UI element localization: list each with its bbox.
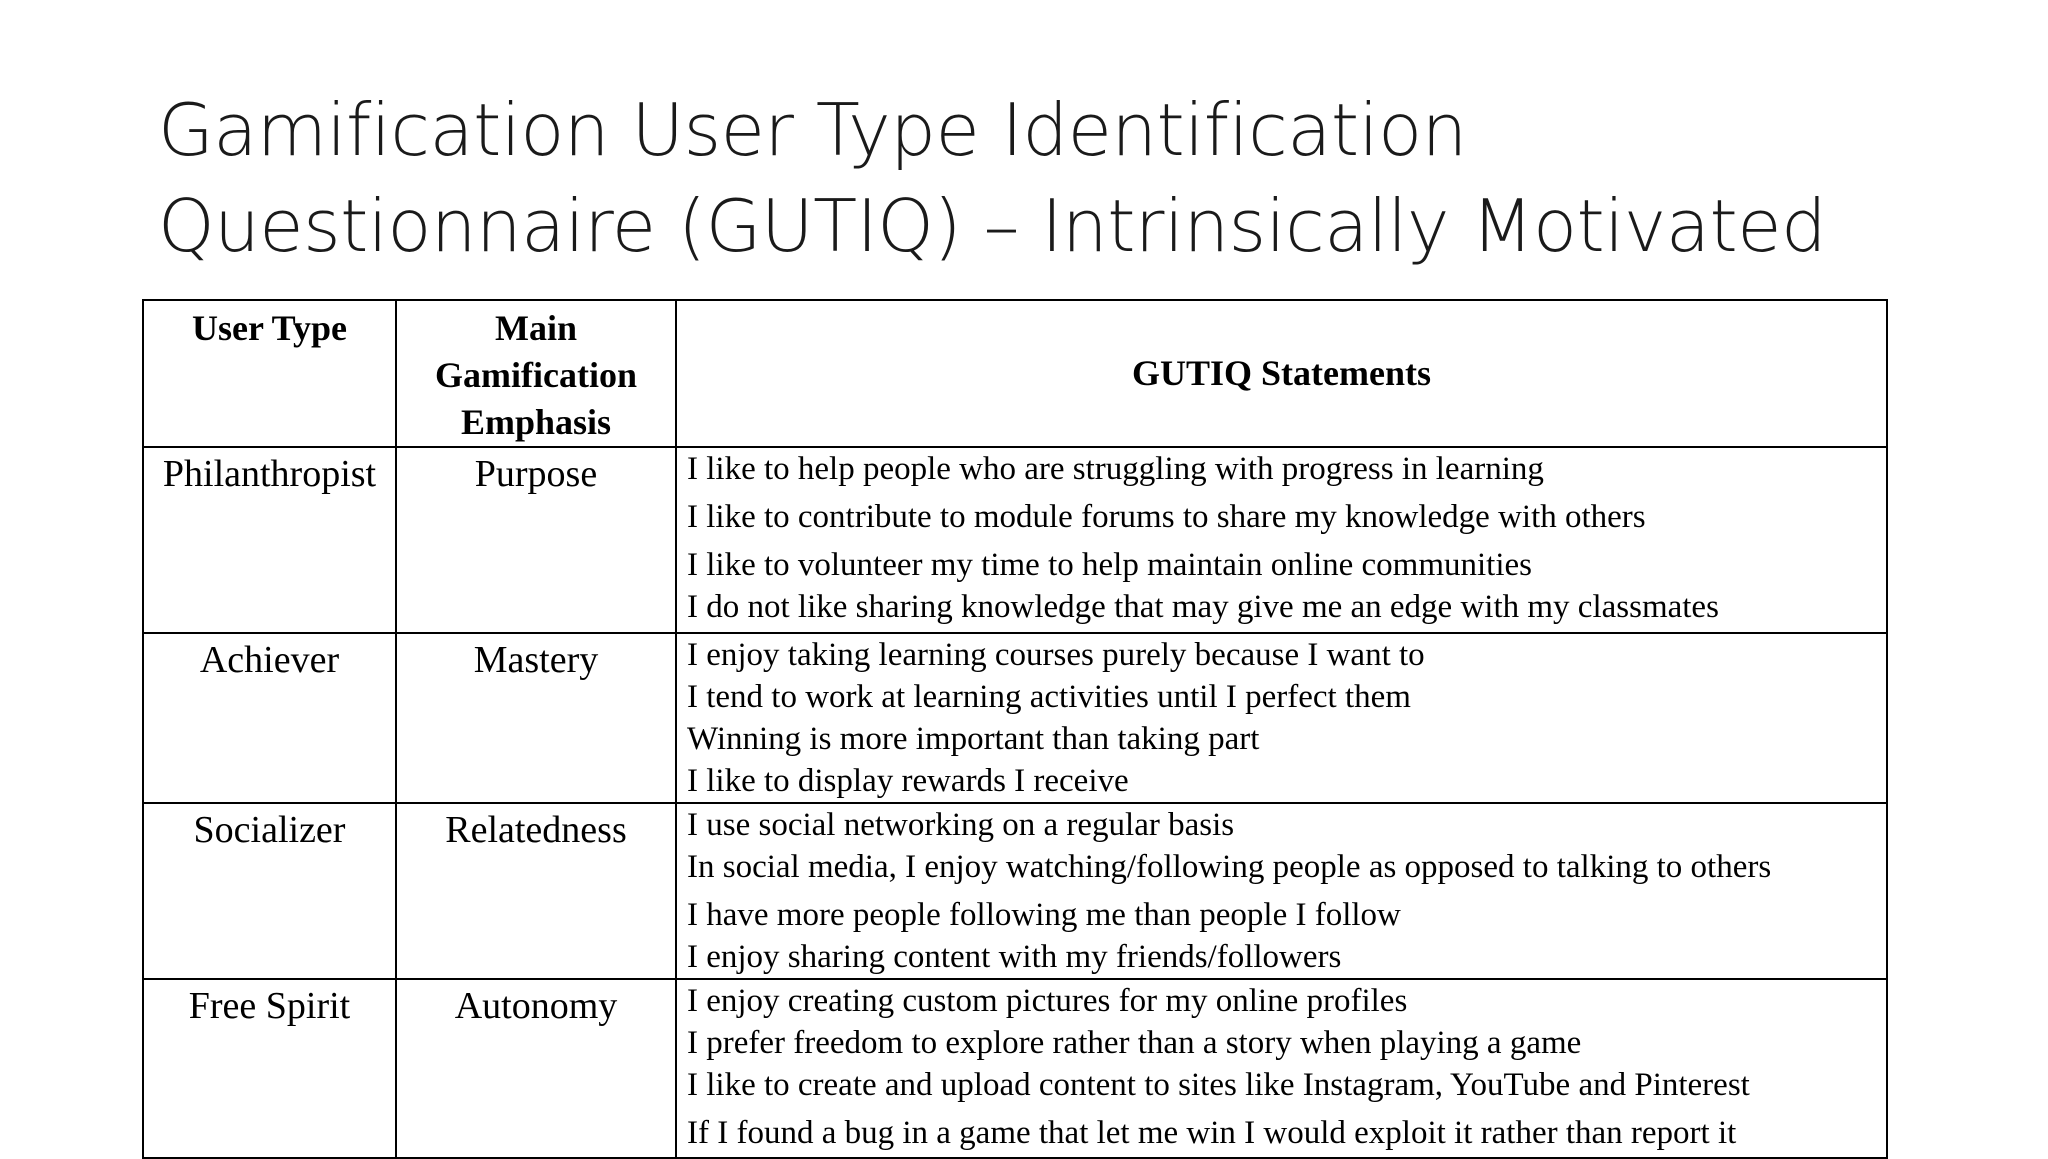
statements-cell xyxy=(676,979,1887,1158)
statements-cell xyxy=(676,447,1887,633)
header-user-type: User Type xyxy=(143,300,396,447)
statements-cell xyxy=(676,633,1887,803)
statement: I like to display rewards I receive xyxy=(687,763,1129,799)
user-type-cell: Achiever xyxy=(143,633,396,803)
statement: I prefer freedom to explore rather than a story when playing a game xyxy=(687,1025,1582,1061)
table-header-row xyxy=(143,300,1887,447)
header-gutiq-statements: GUTIQ Statements xyxy=(676,300,1887,447)
emphasis-cell: Relatedness xyxy=(396,803,676,979)
statement: I tend to work at learning activities until I perfect them xyxy=(687,679,1411,715)
statement: I like to create and upload content to sites like Instagram, YouTube and Pinterest xyxy=(687,1067,1750,1103)
emphasis-cell: Autonomy xyxy=(396,979,676,1158)
header-main-gamification-emphasis: Main Gamification Emphasis xyxy=(396,300,676,447)
statement: I do not like sharing knowledge that may give me an edge with my classmates xyxy=(687,589,1719,625)
table-row-achiever xyxy=(143,633,1887,803)
statement: I like to volunteer my time to help maintain online communities xyxy=(687,547,1532,583)
table-row-free-spirit xyxy=(143,979,1887,1158)
slide-title-line-2: Questionnaire (GUTIQ) – Intrinsically Motivated xyxy=(158,184,1827,268)
statement: I have more people following me than people I follow xyxy=(687,897,1401,933)
slide-title xyxy=(158,82,1918,274)
user-type-cell: Philanthropist xyxy=(143,447,396,633)
slide-title-line-1: Gamification User Type Identification xyxy=(158,88,1467,172)
emphasis-cell: Purpose xyxy=(396,447,676,633)
statement: In social media, I enjoy watching/following people as opposed to talking to others xyxy=(687,849,1772,885)
statement: I like to contribute to module forums to share my knowledge with others xyxy=(687,499,1646,535)
statement: I enjoy sharing content with my friends/followers xyxy=(687,939,1342,975)
table-row-socializer xyxy=(143,803,1887,979)
user-type-cell: Free Spirit xyxy=(143,979,396,1158)
table-row-philanthropist xyxy=(143,447,1887,633)
statement: I use social networking on a regular basis xyxy=(687,807,1235,843)
statements-cell xyxy=(676,803,1887,979)
gutiq-table xyxy=(142,299,1888,1159)
statement: I enjoy creating custom pictures for my online profiles xyxy=(687,983,1408,1019)
statement: Winning is more important than taking part xyxy=(687,721,1260,757)
user-type-cell: Socializer xyxy=(143,803,396,979)
statement: I like to help people who are struggling with progress in learning xyxy=(687,451,1544,487)
emphasis-cell: Mastery xyxy=(396,633,676,803)
statement: If I found a bug in a game that let me win I would exploit it rather than report it xyxy=(687,1115,1737,1151)
statement: I enjoy taking learning courses purely because I want to xyxy=(687,637,1425,673)
